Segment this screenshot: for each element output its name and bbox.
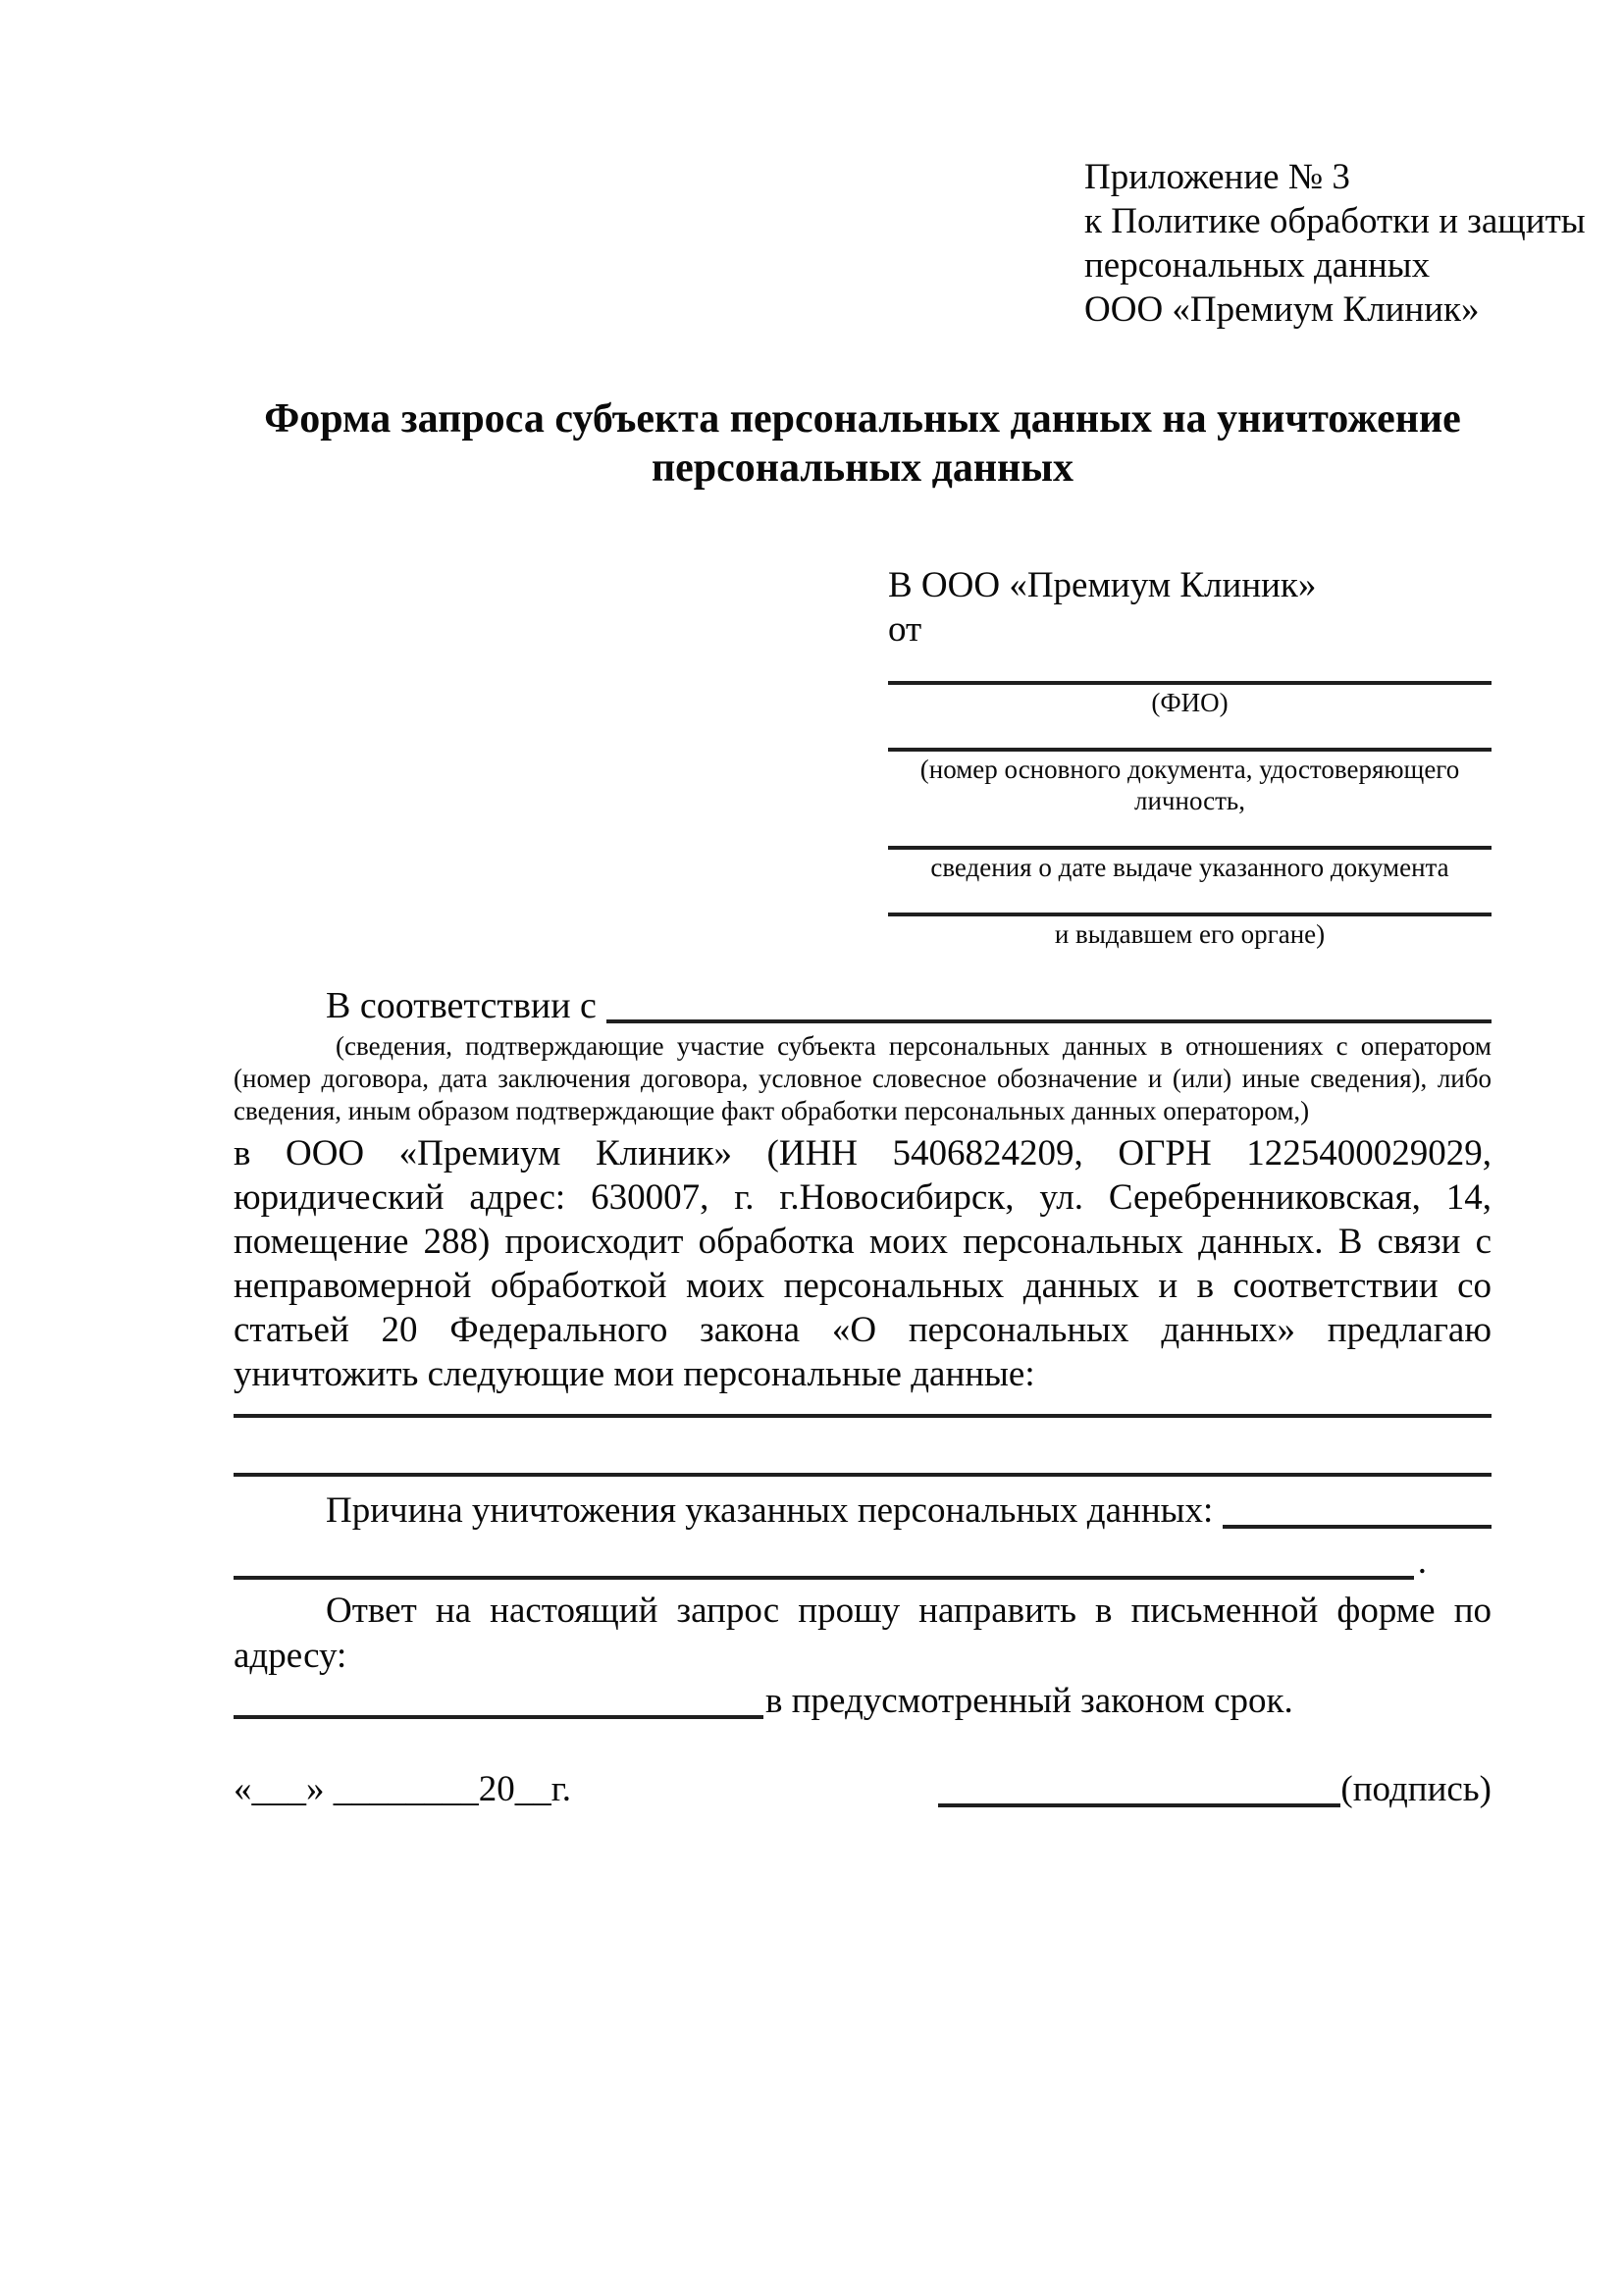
issuing-authority-blank-line: [888, 913, 1492, 916]
answer-address-line: [234, 1679, 1492, 1724]
address-blank-line: [234, 1715, 763, 1719]
reason-line: [234, 1488, 1492, 1534]
reason-label: Причина уничтожения указанных персональных данных:: [326, 1490, 1214, 1531]
body-paragraph: в ООО «Премиум Клиник» (ИНН 5406824209, ОГРН 1225400029029, юридический адрес: 630007, г. г.Новосибирск, ул. Серебренниковская, 14, помещение 288) происходит обработка моих персональных данных. В связи с неправомерной обработкой моих персональных данных и в соответствии со статьей 20 Федерального закона «О персональных данных» предлагаю уничтожить следующие мои персональные данные:: [234, 1133, 1492, 1394]
addressee-from-label: от: [888, 609, 922, 650]
signature-area: [938, 1767, 1492, 1812]
accordance-blank-line: [606, 1019, 1492, 1023]
footnote-text: (сведения, подтверждающие участие субъекта персональных данных в отношениях с оператором (номер договора, дата заключения договора, условное словесное обозначение и (или) иные сведения), либо сведения, иным образом подтверждающие факт обработки персональных данных оператором,): [234, 1031, 1492, 1125]
signature-blank-line: [938, 1803, 1340, 1807]
fio-blank-line: [888, 681, 1492, 685]
document-title: [234, 394, 1492, 493]
date-signature-row: [234, 1767, 1492, 1812]
sentence-period: .: [1417, 1541, 1427, 1582]
appendix-header-line: персональных данных: [1084, 245, 1431, 286]
signature-caption: (подпись): [1340, 1769, 1492, 1809]
accordance-lead: В соответствии с: [326, 985, 597, 1026]
addressee-company: В ООО «Премиум Клиник»: [888, 565, 1317, 605]
reason-continuation-line: [234, 1539, 1492, 1585]
appendix-header-line: к Политике обработки и защиты: [1084, 201, 1586, 241]
appendix-header-line: ООО «Премиум Клиник»: [1084, 289, 1480, 330]
accordance-line: [234, 983, 1492, 1028]
answer-suffix: в предусмотренный законом срок.: [765, 1681, 1293, 1721]
answer-paragraph: Ответ на настоящий запрос прошу направить в письменной форме по адресу:: [234, 1591, 1492, 1676]
addressee-block: [888, 563, 1492, 950]
issue-date-caption: сведения о дате выдаче указанного документа: [930, 853, 1449, 882]
document-title-line: Форма запроса субъекта персональных данных на уничтожение: [264, 396, 1461, 442]
document-number-blank-line: [888, 748, 1492, 752]
issuing-authority-caption: и выдавшем его органе): [1054, 919, 1326, 949]
data-blank-line-1: [234, 1414, 1492, 1418]
document-title-line: персональных данных: [651, 445, 1074, 491]
appendix-header-line: Приложение № 3: [1084, 157, 1350, 197]
issue-date-blank-line: [888, 846, 1492, 850]
reason-continuation-blank-line: [234, 1576, 1414, 1580]
data-blank-line-2: [234, 1473, 1492, 1477]
document-number-caption: (номер основного документа, удостоверяющего личность,: [919, 755, 1460, 815]
reason-blank-line: [1223, 1525, 1492, 1529]
fio-caption: (ФИО): [1151, 688, 1229, 717]
date-blank: «___» ________20__г.: [234, 1769, 572, 1809]
appendix-header: [1084, 155, 1586, 332]
